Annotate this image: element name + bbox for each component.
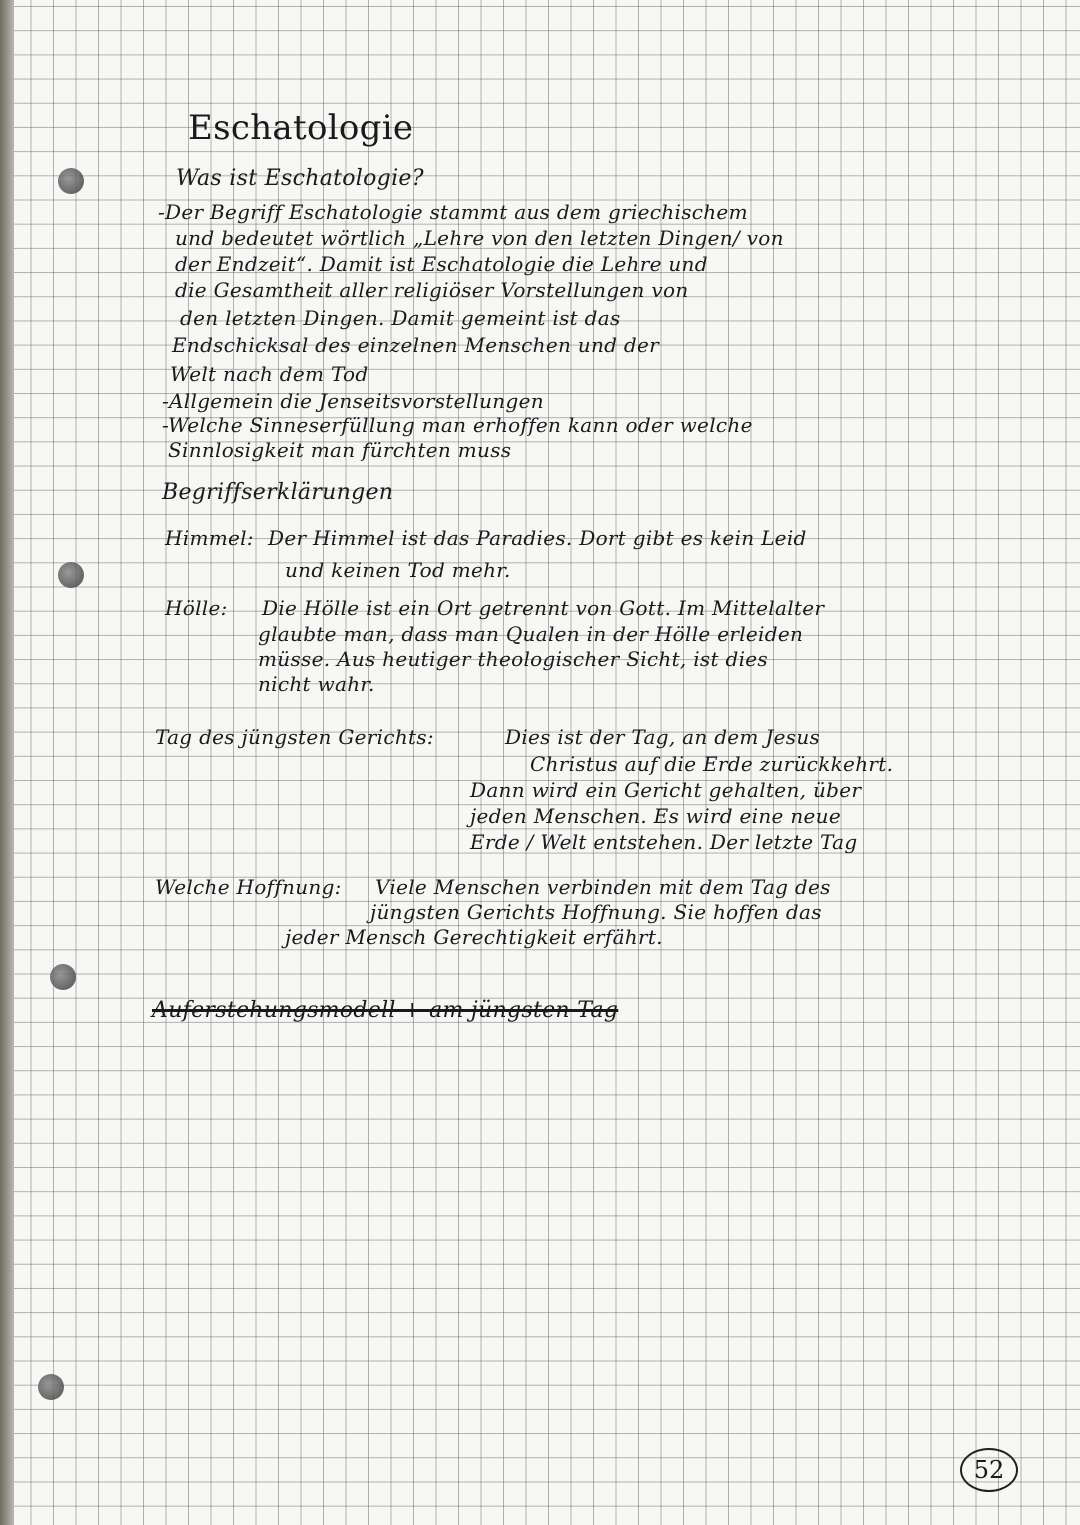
section-heading: Begriffserklärungen — [162, 480, 394, 505]
term-line: müsse. Aus heutiger theologischer Sicht, ist dies — [258, 647, 768, 671]
term-line: und keinen Tod mehr. — [285, 558, 511, 582]
term-line: jüngsten Gerichts Hoffnung. Sie hoffen das — [370, 900, 822, 924]
term-line: Die Hölle ist ein Ort getrennt von Gott. Im Mittelalter — [262, 596, 825, 620]
term-line: jeder Mensch Gerechtigkeit erfährt. — [285, 925, 663, 949]
term-line: nicht wahr. — [258, 672, 375, 696]
term-line: Viele Menschen verbinden mit dem Tag des — [375, 875, 831, 899]
term-line: Christus auf die Erde zurückkehrt. — [530, 752, 894, 776]
intro-line: Welt nach dem Tod — [170, 362, 369, 386]
intro-line: der Endzeit“. Damit ist Eschatologie die Lehre und — [175, 252, 708, 276]
intro-line: und bedeutet wörtlich „Lehre von den letzten Dingen/ von — [175, 226, 784, 250]
paper-edge — [0, 0, 14, 1525]
page-number: 52 — [960, 1448, 1018, 1492]
term-line: Dies ist der Tag, an dem Jesus — [505, 725, 821, 749]
punch-hole — [50, 964, 76, 990]
intro-line: -Der Begriff Eschatologie stammt aus dem griechischem — [158, 200, 748, 224]
crossed-out-heading: Auferstehungsmodell + am jüngsten Tag — [152, 998, 619, 1023]
intro-line: Endschicksal des einzelnen Menschen und der — [172, 333, 660, 357]
term-line: Der Himmel ist das Paradies. Dort gibt es kein Leid — [268, 526, 807, 550]
term-label: Tag des jüngsten Gerichts: — [155, 725, 434, 749]
term-line: jeden Menschen. Es wird eine neue — [470, 804, 841, 828]
intro-line: -Allgemein die Jenseitsvorstellungen — [162, 389, 544, 413]
intro-line: -Welche Sinneserfüllung man erhoffen kann oder welche — [162, 413, 753, 437]
page-title: Eschatologie — [188, 108, 414, 148]
punch-hole — [58, 562, 84, 588]
intro-line: die Gesamtheit aller religiöser Vorstellungen von — [175, 278, 689, 302]
term-label: Hölle: — [165, 596, 228, 620]
punch-hole — [58, 168, 84, 194]
question-heading: Was ist Eschatologie? — [176, 166, 424, 191]
term-label: Himmel: — [165, 526, 254, 550]
intro-line: den letzten Dingen. Damit gemeint ist das — [180, 306, 621, 330]
term-line: Dann wird ein Gericht gehalten, über — [470, 778, 862, 802]
punch-hole — [38, 1374, 64, 1400]
term-line: Erde / Welt entstehen. Der letzte Tag — [470, 830, 858, 854]
term-line: glaubte man, dass man Qualen in der Hölle erleiden — [258, 622, 804, 646]
term-label: Welche Hoffnung: — [155, 875, 342, 899]
intro-line: Sinnlosigkeit man fürchten muss — [168, 438, 512, 462]
